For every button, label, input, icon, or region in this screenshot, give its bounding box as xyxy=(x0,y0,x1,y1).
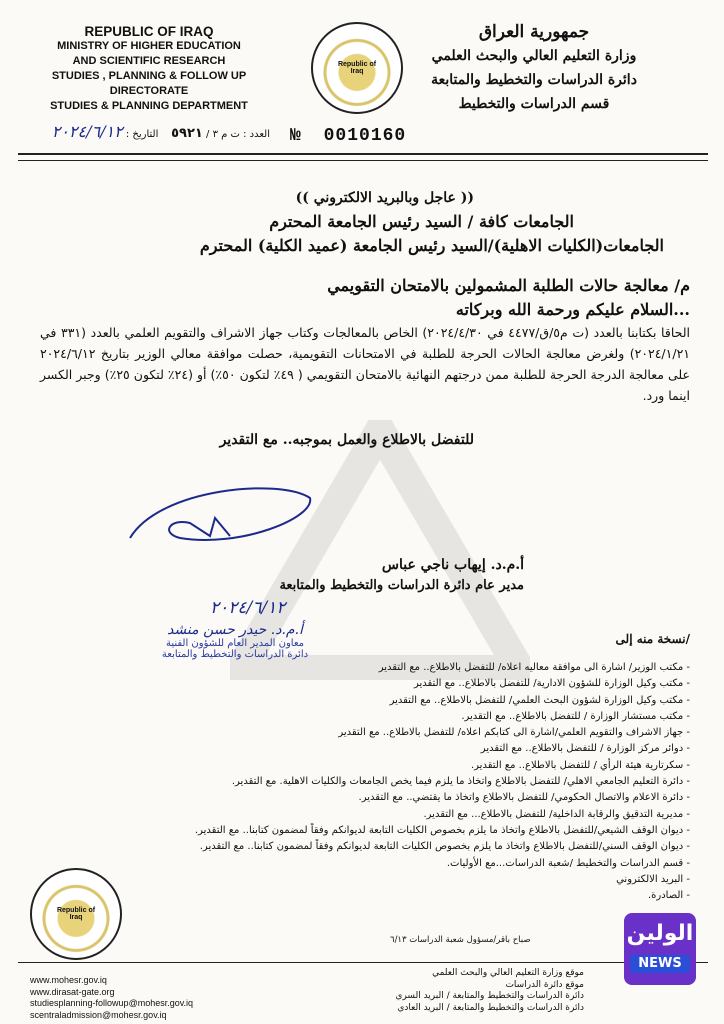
header-ar-line: قسم الدراسات والتخطيط xyxy=(458,96,610,112)
footer-links xyxy=(30,975,193,1021)
stamp-dept: دائرة الدراسات والتخطيط والمتابعة xyxy=(161,649,309,660)
header-divider xyxy=(18,160,708,161)
footer-link[interactable]: scentraladmission@mohesr.gov.iq xyxy=(30,1009,167,1020)
list-item: - البريد الالكتروني xyxy=(50,872,690,888)
footer-divider xyxy=(18,962,708,963)
doc-no-value: 0010160 xyxy=(323,126,407,146)
letter-paragraph: الحاقا بكتابنا بالعدد (ت م٥/ق/٤٤٧٧ في ٢٠٢٤/٤/٣٠) الخاص بالمعالجات وكتاب جهاز الاشراف والتقويم العلمي بالعدد (٣٣١ في ٢٠٢٤/١/٢١) ولغرض معالجة الحالات الحرجة للطلبة في الامتحانات التقويمية، حصلت موافقة معالي الوزير بتاريخ ٢٠٢٤/٦/١٢ على معالجة الدرجة الحرجة للطلبة ممن درجتهم النهائية بالامتحان التقويمي ( ٤٩٪ لتكون ٥٠٪) أو (٢٤٪ لتكون ٢٥٪) وجبر الكسر اينما ورد. xyxy=(40,325,691,403)
header-en-line: REPUBLIC OF IRAQ xyxy=(84,24,214,39)
cc-list xyxy=(50,660,690,904)
footer-link[interactable]: www.mohesr.gov.iq xyxy=(30,975,107,985)
list-item: - مديرية التدقيق والرقابة الداخلية/ للتفضل بالاطلاع... مع التقدير. xyxy=(50,807,690,823)
doc-no-label: № xyxy=(290,126,302,146)
footer-link[interactable]: www.dirasat-gate.org xyxy=(30,986,115,997)
footer-labels xyxy=(324,968,584,1014)
ref-value: ٥٩٢١ xyxy=(171,126,203,141)
signature-date: ٢٠٢٤/٦/١٢ xyxy=(210,598,286,618)
header-ar-line: وزارة التعليم العالي والبحث العلمي xyxy=(431,48,637,64)
list-item: - الصادرة. xyxy=(50,888,690,904)
signature-scribble-icon xyxy=(120,478,320,558)
list-item: - دائرة الاعلام والاتصال الحكومي/ للتفضل بالاطلاع واتخاذ ما يقتضي.. مع التقدير. xyxy=(50,790,690,806)
seal-label: Republic of Iraq xyxy=(56,907,96,921)
news-logo-icon xyxy=(624,913,696,985)
footer-label: دائرة الدراسات والتخطيط والمتابعة / البريد العادي xyxy=(397,1002,584,1013)
stamp-name: أ.م.د. حيدر حسن منشد xyxy=(167,622,303,638)
footer-label: موقع دائرة الدراسات xyxy=(505,979,584,990)
header-divider xyxy=(18,153,708,155)
ministry-seal-icon xyxy=(30,868,122,960)
signatory-name: أ.م.د. إيهاب ناجي عباس xyxy=(381,557,524,573)
date-label: التاريخ : xyxy=(125,129,159,140)
recipient-line: الجامعات كافة / السيد رئيس الجامعة المحترم xyxy=(269,212,574,231)
list-item: - ديوان الوقف السني/للتفضل بالاطلاع واتخاذ ما يلزم بخصوص الكليات التابعة لديوانكم وفقاً لمضمون كتابنا.. مع التقدير. xyxy=(50,839,690,855)
urgent-note: (( عاجل وبالبريد الالكتروني )) xyxy=(295,190,474,206)
ministry-seal-icon xyxy=(311,22,403,114)
list-item: - مكتب مستشار الوزارة / للتفضل بالاطلاع.. مع التقدير. xyxy=(50,709,690,725)
header-english xyxy=(24,24,274,114)
clerk-note: صباح باقر/مسؤول شعبة الدراسات ٦/١٣ xyxy=(390,935,531,945)
header-arabic xyxy=(414,20,654,116)
header-en-line: MINISTRY OF HIGHER EDUCATION xyxy=(57,40,241,52)
recipient-line: الجامعات(الكليات الاهلية)/السيد رئيس الجامعة (عميد الكلية) المحترم xyxy=(199,236,664,255)
stamp-title: معاون المدير العام للشؤون الفنية xyxy=(165,638,305,649)
reference-row xyxy=(20,122,270,144)
news-logo-english: NEWS xyxy=(630,955,690,973)
list-item: - مكتب وكيل الوزارة لشؤون البحث العلمي/ للتفضل بالاطلاع.. مع التقدير xyxy=(50,693,690,709)
list-item: - سكرتارية هيئة الرأي / للتفضل بالاطلاع.. مع التقدير. xyxy=(50,758,690,774)
ref-label: العدد : ت م ٣ / xyxy=(206,129,270,140)
closing-line: للتفضل بالاطلاع والعمل بموجبه.. مع التقدير xyxy=(219,432,474,448)
header-en-line: STUDIES & PLANNING DEPARTMENT xyxy=(50,100,248,112)
header-ar-line: جمهورية العراق xyxy=(478,22,590,42)
header-ar-line: دائرة الدراسات والتخطيط والمتابعة xyxy=(431,72,637,88)
footer-label: موقع وزارة التعليم العالي والبحث العلمي xyxy=(432,968,584,978)
subject-line: م/ معالجة حالات الطلبة المشمولين بالامتحان التقويمي xyxy=(327,276,690,295)
list-item: - ديوان الوقف الشيعي/للتفضل بالاطلاع واتخاذ ما يلزم بخصوص الكليات التابعة لديوانكم وفقاً لمضمون كتابنا.. مع التقدير. xyxy=(50,823,690,839)
document-number xyxy=(290,126,406,146)
seal-label: Republic of Iraq xyxy=(337,61,377,75)
secondary-stamp xyxy=(160,622,310,660)
date-value: ٢٠٢٤/٦/١٢ xyxy=(51,122,123,141)
signatory-title: مدير عام دائرة الدراسات والتخطيط والمتابعة xyxy=(279,578,524,593)
list-item: - جهاز الاشراف والتقويم العلمي/اشارة الى كتابكم اعلاه/ للتفضل بالاطلاع.. مع التقدير xyxy=(50,725,690,741)
list-item: - مكتب الوزير/ اشارة الى موافقة معاليه اعلاه/ للتفضل بالاطلاع.. مع التقدير xyxy=(50,660,690,676)
news-logo-arabic: الولين xyxy=(626,921,694,946)
header-en-line: STUDIES , PLANNING & FOLLOW UP DIRECTORATE xyxy=(51,70,247,97)
greeting-line: السلام عليكم ورحمة الله وبركاته... xyxy=(455,300,690,319)
footer-label: دائرة الدراسات والتخطيط والمتابعة / البريد السري xyxy=(395,991,584,1001)
list-item: - دائرة التعليم الجامعي الاهلي/ للتفضل بالاطلاع واتخاذ ما يلزم فيما يخص الجامعات والكليات الاهلية. مع التقدير. xyxy=(50,774,690,790)
header-en-line: AND SCIENTIFIC RESEARCH xyxy=(72,55,226,67)
cc-title: نسخة منه إلى/ xyxy=(615,632,690,646)
footer-link[interactable]: studiesplanning-followup@mohesr.gov.iq xyxy=(30,998,194,1008)
list-item: - مكتب وكيل الوزارة للشؤون الادارية/ للتفضل بالاطلاع.. مع التقدير xyxy=(50,676,690,692)
list-item: - قسم الدراسات والتخطيط /شعبة الدراسات...مع الأوليات. xyxy=(50,856,690,872)
list-item: - دوائر مركز الوزارة / للتفضل بالاطلاع.. مع التقدير xyxy=(50,741,690,757)
